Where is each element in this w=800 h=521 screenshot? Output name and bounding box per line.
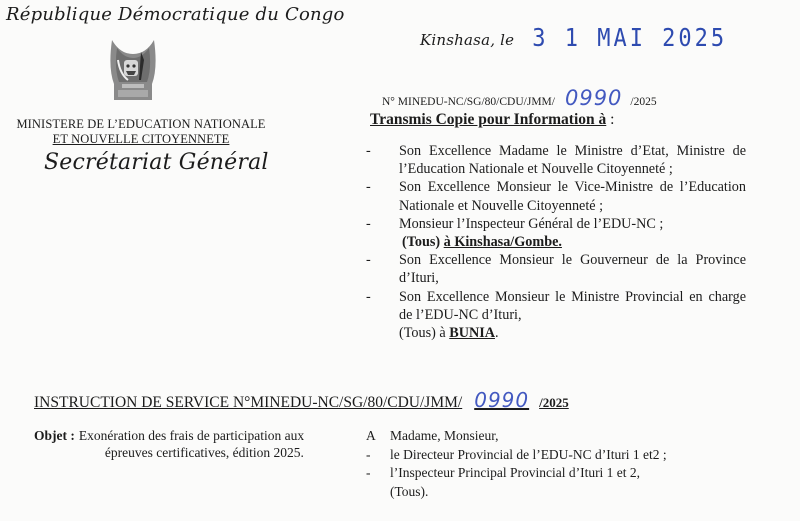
closing-text: (Tous). (390, 483, 429, 499)
bullet-dash: - (366, 446, 371, 462)
reference-prefix: N° MINEDU-NC/SG/80/CDU/JMM/ (382, 96, 555, 108)
tous-label: (Tous) (402, 234, 441, 251)
ministry-name (6, 117, 276, 147)
subject-line2: épreuves certificatives, édition 2025. (104, 445, 304, 460)
addressee-marker: A (366, 428, 376, 443)
bullet-dash: - (366, 288, 371, 305)
handwritten-number: 0990 (474, 388, 530, 412)
instruction-suffix: /2025 (539, 395, 569, 410)
country-name: République Démocratique du Congo (6, 4, 345, 25)
transmission-title (370, 111, 614, 129)
recipient-text: Son Excellence Monsieur le Gouverneur de la Province d’Ituri, (399, 252, 746, 287)
place-label: Kinshasa, le (420, 31, 515, 49)
list-item (366, 446, 667, 465)
reference-suffix: /2025 (630, 96, 657, 108)
ministry-line2: ET NOUVELLE CITOYENNETE (52, 132, 230, 146)
location-kinshasa: à Kinshasa/Gombe. (443, 234, 562, 251)
list-item (366, 178, 746, 214)
subject-line1: Exonération des frais de participation aux (78, 428, 305, 443)
list-item (366, 251, 746, 287)
list-item (366, 288, 746, 324)
tous-label: (Tous) à (399, 325, 450, 342)
reference-number (382, 86, 657, 110)
recipient-text: Monsieur l’Inspecteur Général de l’EDU-NC ; (399, 215, 664, 232)
subject-text (79, 427, 324, 461)
period: . (494, 325, 499, 342)
group-location (366, 233, 746, 251)
closing-row (366, 483, 667, 502)
addressees-block (366, 427, 667, 501)
bullet-dash: - (366, 252, 371, 269)
bullet-dash: - (366, 465, 371, 480)
cc-list (366, 142, 746, 342)
department-name: Secrétariat Général (44, 150, 269, 175)
addressee-text: l’Inspecteur Principal Provincial d’Ituri 1 et 2, (390, 465, 641, 480)
handwritten-number: 0990 (564, 86, 623, 110)
recipient-text: Son Excellence Monsieur le Vice-Ministre de l’Education Nationale et Nouvelle Citoyenneté ; (399, 179, 746, 214)
bullet-dash: - (366, 179, 371, 196)
recipient-text: Son Excellence Madame le Ministre d’Etat, Ministre de l’Education Nationale et Nouvelle Citoyenneté ; (399, 143, 746, 178)
subject-block (34, 427, 324, 461)
instruction-title-text: INSTRUCTION DE SERVICE N°MINEDU-NC/SG/80/CDU/JMM/ (34, 394, 463, 411)
coat-of-arms-icon (106, 38, 160, 104)
addressee-text: le Directeur Provincial de l’EDU-NC d’Ituri 1 et2 ; (390, 446, 667, 462)
location-bunia: BUNIA (449, 325, 495, 342)
list-item (366, 464, 667, 483)
transmission-title-text: Transmis Copie pour Information à (370, 111, 607, 128)
dateline (420, 26, 727, 51)
date-stamp: 3 1 MAI 2025 (532, 24, 728, 53)
subject-label: Objet : (34, 428, 75, 443)
recipient-text: Son Excellence Monsieur le Ministre Provincial en charge de l’EDU-NC d’Ituri, (399, 288, 746, 323)
salutation: Madame, Monsieur, (390, 428, 499, 443)
salutation-row (366, 427, 667, 446)
bullet-dash: - (366, 143, 371, 159)
ministry-line1: MINISTERE DE L’EDUCATION NATIONALE (16, 117, 266, 131)
list-item (366, 142, 746, 178)
colon: : (606, 111, 615, 128)
bullet-dash: - (366, 215, 371, 232)
list-item (366, 215, 746, 233)
group-location (366, 324, 746, 342)
instruction-title (34, 388, 569, 412)
